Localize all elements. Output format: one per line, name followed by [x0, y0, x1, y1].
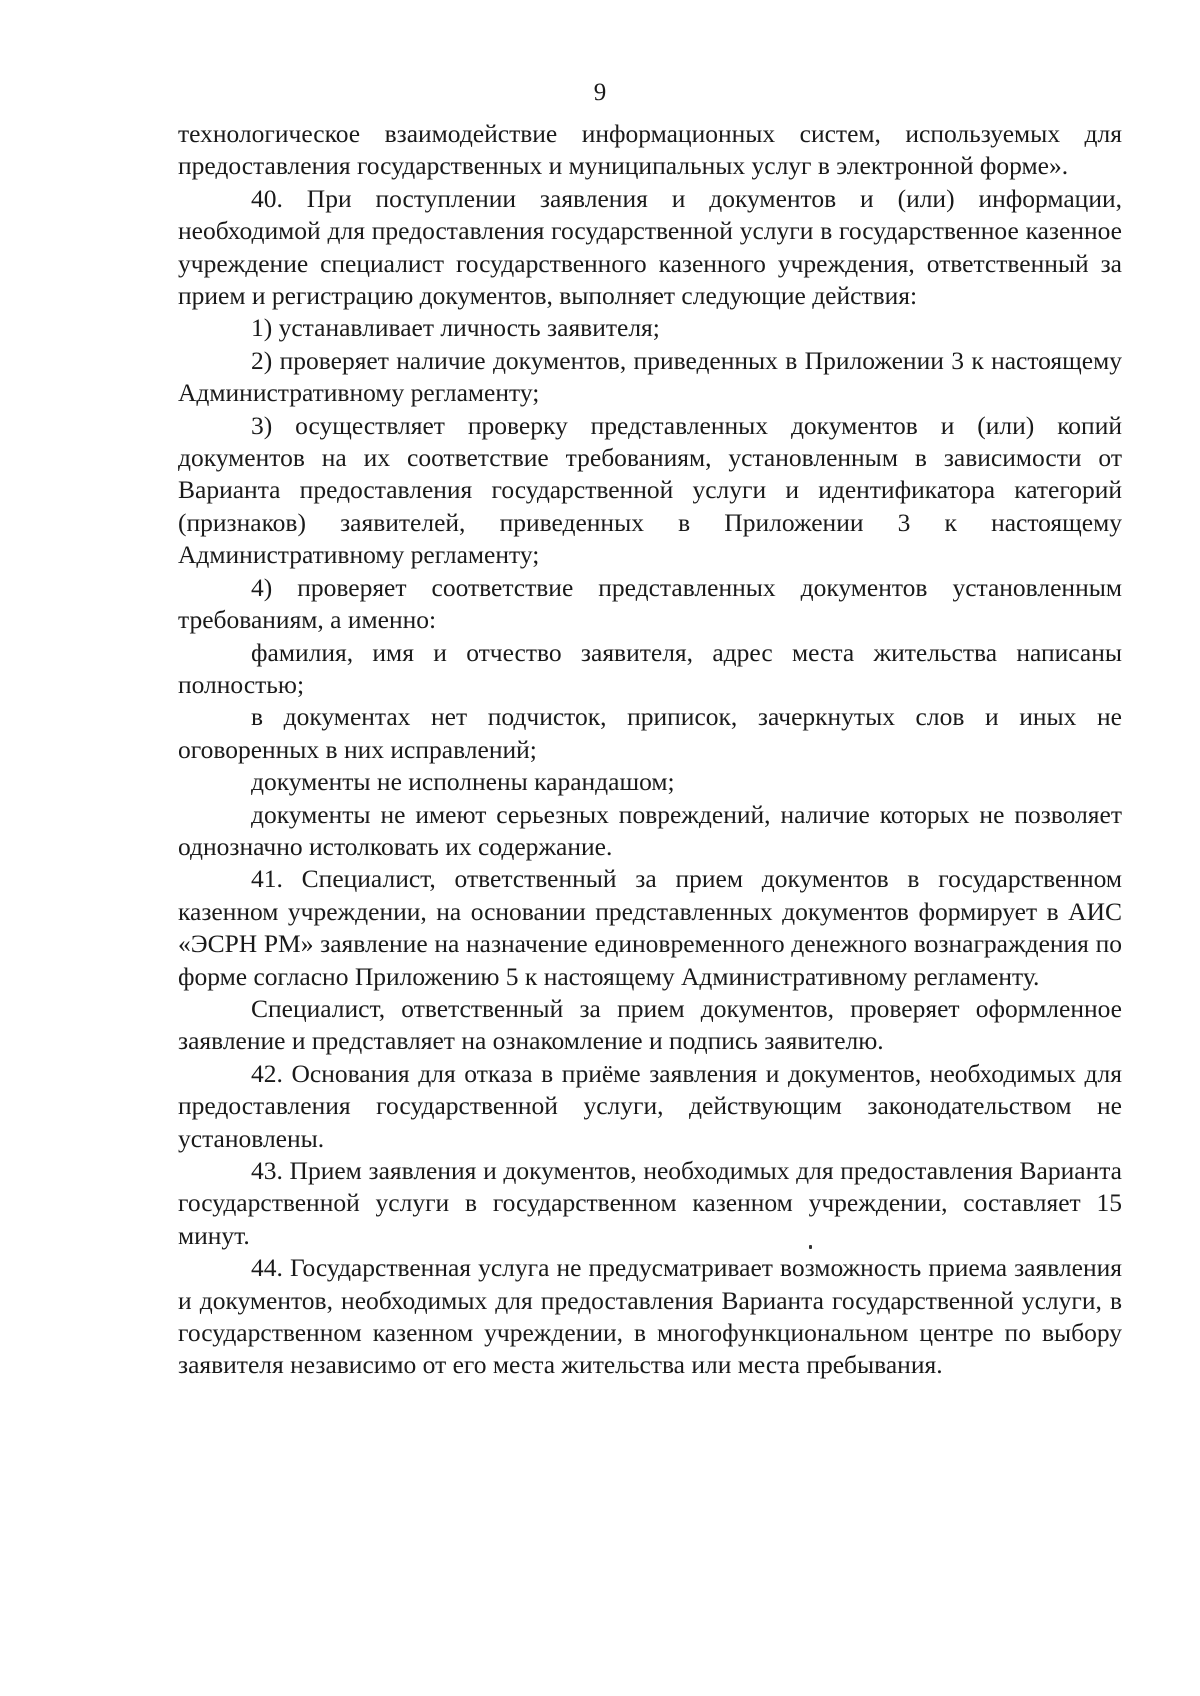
paragraph-item-40: 40. При поступлении заявления и документов и (или) информации, необходимой для предоставления государственной услуги в государственное казенное учреждение специалист государственного казенного учреждения, ответственный за прием и регистрацию документов, выполняет следующие действия: — [178, 183, 1122, 311]
paragraph-requirement-2: в документах нет подчисток, приписок, зачеркнутых слов и иных не оговоренных в них исправлений; — [178, 702, 1122, 764]
page-number: 9 — [593, 79, 607, 106]
document-body — [178, 118, 1122, 1382]
paragraph-subitem-1: 1) устанавливает личность заявителя; — [251, 313, 660, 343]
paragraph-requirement-4: документы не имеют серьезных повреждений, наличие которых не позволяет однозначно истолковать их содержание. — [178, 799, 1122, 861]
paragraph-requirement-3: документы не исполнены карандашом; — [251, 767, 675, 797]
paragraph-subitem-2: 2) проверяет наличие документов, приведенных в Приложении 3 к настоящему Административному регламенту; — [178, 345, 1122, 408]
paragraph-subitem-3: 3) осуществляет проверку представленных документов и (или) копий документов на их соответствие требованиям, установленным в зависимости от Варианта предоставления государственной услуги и идентификатора категорий (признаков) заявителей, приведенных в Приложении 3 к настоящему Административному регламенту; — [178, 410, 1122, 570]
paragraph-subitem-4: 4) проверяет соответствие представленных документов установленным требованиям, а именно: — [178, 572, 1122, 635]
paragraph-item-41: 41. Специалист, ответственный за прием документов в государственном казенном учреждении, на основании представленных документов формирует в АИС «ЭСРН РМ» заявление на назначение единовременного денежного вознаграждения по форме согласно Приложению 5 к настоящему Административному регламенту. — [178, 864, 1122, 991]
paragraph-continuation: технологическое взаимодействие информационных систем, используемых для предоставления государственных и муниципальных услуг в электронной форме». — [178, 119, 1122, 181]
scan-speck — [809, 1245, 812, 1249]
paragraph-requirement-1: фамилия, имя и отчество заявителя, адрес места жительства написаны полностью; — [178, 637, 1122, 699]
paragraph-item-44: 44. Государственная услуга не предусматривает возможность приема заявления и документов, необходимых для предоставления Варианта государственной услуги, в государственном казенном учреждении, в многофункциональном центре по выбору заявителя независимо от его места жительства или места пребывания. — [178, 1253, 1122, 1380]
paragraph-item-41-continued: Специалист, ответственный за прием документов, проверяет оформленное заявление и представляет на ознакомление и подпись заявителю. — [178, 993, 1122, 1056]
paragraph-item-42: 42. Основания для отказа в приёме заявления и документов, необходимых для предоставления государственной услуги, действующим законодательством не установлены. — [178, 1058, 1122, 1153]
paragraph-item-43: 43. Прием заявления и документов, необходимых для предоставления Варианта государственной услуги в государственном казенном учреждении, составляет 15 минут. — [178, 1156, 1122, 1250]
